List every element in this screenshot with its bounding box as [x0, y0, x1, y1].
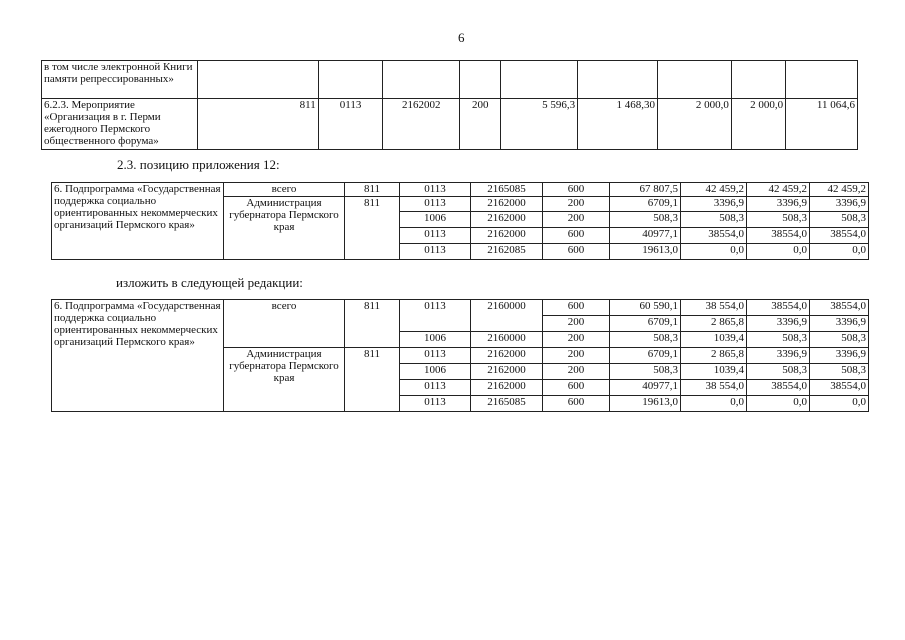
value-cell: 508,3: [681, 212, 747, 228]
value-cell: 2 865,8: [681, 348, 747, 364]
vr-cell: 200: [460, 99, 501, 150]
rz-cell: 1006: [400, 212, 471, 228]
rz-cell: 1006: [400, 364, 471, 380]
csr-cell: 2162002: [383, 99, 460, 150]
vr-cell: 200: [543, 197, 610, 212]
value-cell: 19613,0: [610, 396, 681, 412]
value-cell: 0,0: [681, 244, 747, 260]
value-cell: 38554,0: [747, 300, 810, 316]
value-cell: 508,3: [810, 364, 869, 380]
grbs-cell: 811: [345, 197, 400, 260]
value-cell: 1039,4: [681, 364, 747, 380]
csr-cell: 2162000: [471, 212, 543, 228]
value-cell: 3396,9: [747, 348, 810, 364]
rz-cell: 0113: [400, 380, 471, 396]
csr-cell: 2165085: [471, 183, 543, 197]
value-cell: 2 865,8: [681, 316, 747, 332]
value-cell: 3396,9: [747, 316, 810, 332]
value-cell: 3396,9: [810, 348, 869, 364]
page-number: 6: [458, 30, 465, 45]
value-cell: 0,0: [747, 244, 810, 260]
csr-cell: 2162000: [471, 348, 543, 364]
value-cell: 3396,9: [747, 197, 810, 212]
vr-cell: 200: [543, 332, 610, 348]
rz-cell: 1006: [400, 332, 471, 348]
rz-cell: 0113: [400, 183, 471, 197]
vr-cell: 200: [543, 364, 610, 380]
grbs-cell: 811: [197, 99, 318, 150]
value-cell: 0,0: [681, 396, 747, 412]
value-cell: 0,0: [747, 396, 810, 412]
value-cell: 0,0: [810, 396, 869, 412]
value-cell: 19613,0: [610, 244, 681, 260]
rz-cell: 0113: [400, 197, 471, 212]
admin-total-label: всего: [224, 300, 345, 348]
vr-cell: 200: [543, 212, 610, 228]
budget-table-new: [51, 299, 869, 412]
value-cell: 508,3: [747, 364, 810, 380]
rz-cell: 0113: [400, 244, 471, 260]
value-cell: 38554,0: [810, 300, 869, 316]
csr-cell: 2162000: [471, 197, 543, 212]
grbs-cell: 811: [345, 348, 400, 412]
value-cell: 38554,0: [681, 228, 747, 244]
value-cell: 67 807,5: [610, 183, 681, 197]
rz-cell: 0113: [400, 348, 471, 364]
value-cell: 3396,9: [810, 316, 869, 332]
csr-cell: 2160000: [471, 332, 543, 348]
value-cell: 38554,0: [810, 380, 869, 396]
csr-cell: 2160000: [471, 300, 543, 332]
value-cell: 508,3: [810, 212, 869, 228]
vr-cell: 600: [543, 396, 610, 412]
value-cell: 42 459,2: [810, 183, 869, 197]
subprogram-name: 6. Подпрограмма «Государственная поддержка социально ориентированных некоммерческих организаций Пермского края»: [52, 183, 224, 260]
value-cell: 1 468,30: [578, 99, 658, 150]
value-cell: 3396,9: [681, 197, 747, 212]
value-cell: 42 459,2: [747, 183, 810, 197]
value-cell: 60 590,1: [610, 300, 681, 316]
row-name: 6.2.3. Мероприятие «Организация в г. Перми ежегодного Пермского общественного форума»: [42, 99, 198, 150]
rz-cell: 0113: [400, 300, 471, 332]
vr-cell: 600: [543, 183, 610, 197]
grbs-cell: 811: [345, 300, 400, 348]
value-cell: 2 000,0: [658, 99, 732, 150]
admin-name: Администрация губернатора Пермского края: [224, 197, 345, 260]
table-row: [52, 183, 869, 197]
value-cell: 508,3: [810, 332, 869, 348]
value-cell: 38554,0: [810, 228, 869, 244]
csr-cell: 2165085: [471, 396, 543, 412]
value-cell: 508,3: [747, 212, 810, 228]
value-cell: 40977,1: [610, 380, 681, 396]
value-cell: 3396,9: [810, 197, 869, 212]
value-cell: 11 064,6: [786, 99, 858, 150]
value-cell: 2 000,0: [731, 99, 785, 150]
grbs-cell: 811: [345, 183, 400, 197]
section-heading: 2.3. позицию приложения 12:: [117, 157, 280, 172]
csr-cell: 2162000: [471, 364, 543, 380]
value-cell: 6709,1: [610, 316, 681, 332]
budget-table-continuation: [41, 60, 858, 150]
value-cell: 1039,4: [681, 332, 747, 348]
value-cell: 5 596,3: [501, 99, 578, 150]
section-heading: изложить в следующей редакции:: [116, 275, 303, 290]
value-cell: 38554,0: [747, 380, 810, 396]
rz-cell: 0113: [400, 228, 471, 244]
csr-cell: 2162000: [471, 380, 543, 396]
value-cell: 38 554,0: [681, 380, 747, 396]
vr-cell: 200: [543, 348, 610, 364]
value-cell: 38 554,0: [681, 300, 747, 316]
csr-cell: 2162000: [471, 228, 543, 244]
value-cell: 40977,1: [610, 228, 681, 244]
value-cell: 508,3: [747, 332, 810, 348]
rz-cell: 0113: [318, 99, 383, 150]
row-name: в том числе электронной Книги памяти репрессированных»: [42, 61, 198, 99]
value-cell: 6709,1: [610, 197, 681, 212]
admin-name: Администрация губернатора Пермского края: [224, 348, 345, 412]
csr-cell: 2162085: [471, 244, 543, 260]
rz-cell: 0113: [400, 396, 471, 412]
vr-cell: 600: [543, 228, 610, 244]
vr-cell: 600: [543, 380, 610, 396]
value-cell: 6709,1: [610, 348, 681, 364]
vr-cell: 600: [543, 300, 610, 316]
vr-cell: 600: [543, 244, 610, 260]
budget-table-current: [51, 182, 869, 260]
vr-cell: 200: [543, 316, 610, 332]
admin-total-label: всего: [224, 183, 345, 197]
table-row: [42, 99, 858, 150]
value-cell: 42 459,2: [681, 183, 747, 197]
value-cell: 508,3: [610, 212, 681, 228]
table-row: [52, 300, 869, 316]
subprogram-name: 6. Подпрограмма «Государственная поддержка социально ориентированных некоммерческих организаций Пермского края»: [52, 300, 224, 412]
value-cell: 38554,0: [747, 228, 810, 244]
value-cell: 508,3: [610, 332, 681, 348]
value-cell: 0,0: [810, 244, 869, 260]
value-cell: 508,3: [610, 364, 681, 380]
table-row: [42, 61, 858, 99]
